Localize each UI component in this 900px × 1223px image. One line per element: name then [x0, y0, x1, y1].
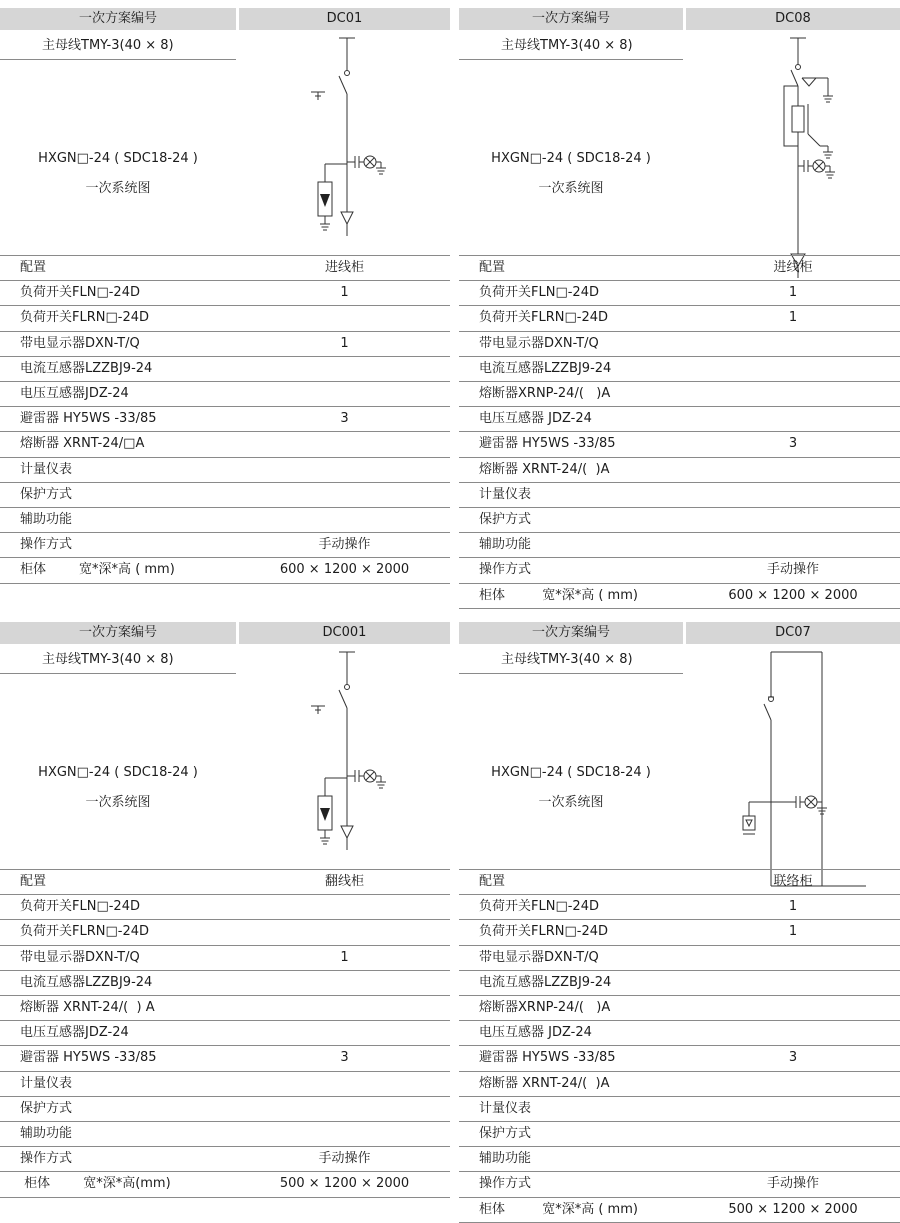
item-value: 手动操作 — [766, 1176, 819, 1192]
item-label: 操作方式 — [20, 537, 73, 553]
row-rule — [0, 919, 450, 920]
row-rule — [459, 1146, 900, 1147]
item-label: 避雷器 HY5WS -33/85 — [20, 1050, 157, 1066]
dc07-single-line-diagram — [686, 648, 900, 888]
item-label: 熔断器 XRNT-24/□A — [20, 436, 145, 452]
item-value: 1 — [788, 310, 798, 326]
row-rule — [459, 1045, 900, 1046]
item-label: 负荷开关FLN□-24D — [479, 899, 599, 915]
row-rule — [0, 1146, 450, 1147]
row-rule — [459, 1071, 900, 1072]
model-label: HXGN□-24 ( SDC18-24 ) — [491, 151, 651, 166]
config-label: 配置 — [479, 874, 506, 889]
item-label: 保护方式 — [479, 1126, 532, 1141]
dc01-single-line-diagram — [239, 34, 450, 274]
system-diagram-caption: 一次系统图 — [538, 795, 604, 810]
row-rule — [0, 305, 450, 306]
scheme-panel-dc08 — [459, 8, 900, 608]
item-label: 操作方式 — [20, 1151, 73, 1167]
item-label: 操作方式 — [479, 562, 532, 578]
busbar-label: 主母线TMY-3(40 × 8) — [42, 652, 174, 667]
item-label: 负荷开关FLRN□-24D — [20, 310, 150, 326]
item-label: 辅助功能 — [20, 512, 73, 527]
item-label: 避雷器 HY5WS -33/85 — [20, 411, 157, 427]
system-diagram-caption: 一次系统图 — [85, 795, 151, 810]
system-diagram-caption: 一次系统图 — [538, 181, 604, 196]
row-rule — [459, 1171, 900, 1172]
bottom-rule — [0, 1197, 450, 1198]
config-value: 联络柜 — [773, 874, 813, 889]
bottom-rule — [459, 608, 900, 609]
row-rule — [0, 507, 450, 508]
item-label: 负荷开关FLRN□-24D — [479, 924, 609, 940]
scheme-panel-dc01 — [0, 8, 450, 608]
row-rule — [459, 1197, 900, 1198]
row-rule — [0, 945, 450, 946]
item-label: 电压互感器 JDZ-24 — [479, 411, 592, 427]
item-value: 1 — [788, 924, 798, 940]
item-label: 保护方式 — [20, 486, 73, 502]
row-rule — [459, 280, 900, 281]
item-label: 电压互感器 JDZ-24 — [479, 1025, 592, 1041]
config-value: 进线柜 — [773, 260, 813, 275]
item-value: 手动操作 — [766, 562, 819, 578]
row-rule — [0, 1071, 450, 1072]
row-rule — [0, 532, 450, 533]
item-value: 600 × 1200 × 2000 — [279, 562, 410, 578]
item-value: 3 — [788, 436, 798, 452]
row-rule — [0, 482, 450, 483]
item-label: 带电显示器DXN-T/Q — [479, 335, 599, 351]
row-rule — [459, 532, 900, 533]
row-rule — [459, 431, 900, 432]
row-rule — [459, 583, 900, 584]
model-label: HXGN□-24 ( SDC18-24 ) — [38, 151, 198, 166]
item-label: 熔断器 XRNT-24/( )A — [479, 461, 610, 477]
row-rule — [0, 356, 450, 357]
row-rule — [459, 331, 900, 332]
busbar-rule — [459, 673, 683, 674]
item-label: 电流互感器LZZBJ9-24 — [20, 974, 153, 990]
config-value: 翻线柜 — [324, 874, 364, 889]
row-rule — [459, 1121, 900, 1122]
item-label: 操作方式 — [479, 1176, 532, 1192]
item-value: 500 × 1200 × 2000 — [728, 1201, 858, 1217]
row-rule — [459, 557, 900, 558]
config-label: 配置 — [479, 260, 506, 275]
model-label: HXGN□-24 ( SDC18-24 ) — [491, 765, 651, 780]
item-label: 计量仪表 — [20, 1075, 73, 1091]
scheme-panel-dc07 — [459, 622, 900, 1222]
item-label: 柜体 宽*深*高 ( mm) — [479, 1201, 638, 1217]
config-label: 配置 — [20, 874, 47, 889]
item-label: 柜体 宽*深*高 ( mm) — [20, 562, 175, 578]
row-rule — [0, 1045, 450, 1046]
item-label: 熔断器XRNP-24/( )A — [479, 1000, 611, 1015]
scheme-label-header: 一次方案编号 — [0, 622, 236, 644]
item-value: 手动操作 — [318, 1151, 371, 1167]
row-rule — [459, 482, 900, 483]
item-label: 负荷开关FLRN□-24D — [20, 924, 150, 940]
scheme-label-header: 一次方案编号 — [459, 8, 683, 30]
item-label: 负荷开关FLN□-24D — [20, 285, 140, 301]
item-label: 电压互感器JDZ-24 — [20, 386, 129, 401]
scheme-number-header: DC08 — [686, 8, 900, 30]
item-label: 避雷器 HY5WS -33/85 — [479, 1050, 616, 1066]
item-value: 1 — [340, 285, 349, 301]
row-rule — [459, 381, 900, 382]
row-rule — [0, 557, 450, 558]
row-rule — [0, 406, 450, 407]
item-label: 计量仪表 — [20, 461, 73, 477]
row-rule — [459, 919, 900, 920]
config-label: 配置 — [20, 260, 47, 275]
system-diagram-caption: 一次系统图 — [85, 181, 151, 196]
busbar-label: 主母线TMY-3(40 × 8) — [42, 38, 174, 53]
item-label: 电流互感器LZZBJ9-24 — [20, 360, 153, 376]
dc08-single-line-diagram — [686, 34, 900, 274]
row-rule — [459, 507, 900, 508]
row-rule — [0, 381, 450, 382]
row-rule — [0, 331, 450, 332]
busbar-rule — [0, 59, 236, 60]
model-label: HXGN□-24 ( SDC18-24 ) — [38, 765, 198, 780]
item-label: 计量仪表 — [479, 486, 532, 502]
config-value: 进线柜 — [324, 260, 364, 275]
item-value: 3 — [340, 1050, 349, 1066]
row-rule — [459, 457, 900, 458]
item-label: 柜体 宽*深*高(mm) — [20, 1176, 171, 1192]
config-top-rule — [0, 255, 450, 256]
item-value: 600 × 1200 × 2000 — [728, 587, 858, 603]
item-value: 1 — [788, 899, 798, 915]
row-rule — [0, 970, 450, 971]
row-rule — [0, 431, 450, 432]
item-label: 负荷开关FLN□-24D — [479, 285, 599, 301]
row-rule — [459, 1020, 900, 1021]
row-rule — [459, 945, 900, 946]
item-value: 500 × 1200 × 2000 — [279, 1176, 410, 1192]
item-label: 带电显示器DXN-T/Q — [20, 335, 140, 351]
item-label: 熔断器XRNP-24/( )A — [479, 386, 611, 401]
row-rule — [459, 894, 900, 895]
item-value: 手动操作 — [318, 537, 371, 553]
item-label: 辅助功能 — [20, 1126, 73, 1141]
bottom-rule — [0, 583, 450, 584]
item-label: 带电显示器DXN-T/Q — [479, 949, 599, 965]
item-value: 3 — [340, 411, 349, 427]
scheme-panel-dc001 — [0, 622, 450, 1222]
item-label: 负荷开关FLRN□-24D — [479, 310, 609, 326]
item-value: 1 — [340, 949, 349, 965]
busbar-label: 主母线TMY-3(40 × 8) — [501, 38, 633, 53]
row-rule — [459, 995, 900, 996]
row-rule — [459, 356, 900, 357]
item-label: 计量仪表 — [479, 1100, 532, 1116]
dc001-single-line-diagram — [239, 648, 450, 888]
item-value: 1 — [340, 335, 349, 351]
row-rule — [0, 1121, 450, 1122]
row-rule — [0, 1096, 450, 1097]
row-rule — [0, 995, 450, 996]
item-label: 熔断器 XRNT-24/( )A — [479, 1075, 610, 1091]
row-rule — [0, 1171, 450, 1172]
item-label: 带电显示器DXN-T/Q — [20, 949, 140, 965]
row-rule — [459, 1096, 900, 1097]
scheme-label-header: 一次方案编号 — [459, 622, 683, 644]
row-rule — [0, 894, 450, 895]
scheme-label-header: 一次方案编号 — [0, 8, 236, 30]
row-rule — [0, 1020, 450, 1021]
row-rule — [459, 305, 900, 306]
item-label: 电压互感器JDZ-24 — [20, 1025, 129, 1041]
item-label: 电流互感器LZZBJ9-24 — [479, 974, 612, 990]
scheme-number-header: DC07 — [686, 622, 900, 644]
busbar-rule — [0, 673, 236, 674]
row-rule — [0, 457, 450, 458]
config-top-rule — [459, 255, 900, 256]
item-label: 辅助功能 — [479, 537, 532, 553]
row-rule — [459, 970, 900, 971]
item-label: 避雷器 HY5WS -33/85 — [479, 436, 616, 452]
item-value: 3 — [788, 1050, 798, 1066]
item-value: 1 — [788, 285, 798, 301]
item-label: 熔断器 XRNT-24/( ) A — [20, 1000, 155, 1015]
item-label: 辅助功能 — [479, 1151, 532, 1167]
row-rule — [0, 280, 450, 281]
scheme-number-header: DC001 — [239, 622, 450, 644]
scheme-number-header: DC01 — [239, 8, 450, 30]
config-top-rule — [459, 869, 900, 870]
item-label: 电流互感器LZZBJ9-24 — [479, 360, 612, 376]
item-label: 柜体 宽*深*高 ( mm) — [479, 587, 638, 603]
row-rule — [459, 406, 900, 407]
busbar-label: 主母线TMY-3(40 × 8) — [501, 652, 633, 667]
item-label: 负荷开关FLN□-24D — [20, 899, 140, 915]
config-top-rule — [0, 869, 450, 870]
item-label: 保护方式 — [479, 512, 532, 527]
item-label: 保护方式 — [20, 1100, 73, 1116]
busbar-rule — [459, 59, 683, 60]
